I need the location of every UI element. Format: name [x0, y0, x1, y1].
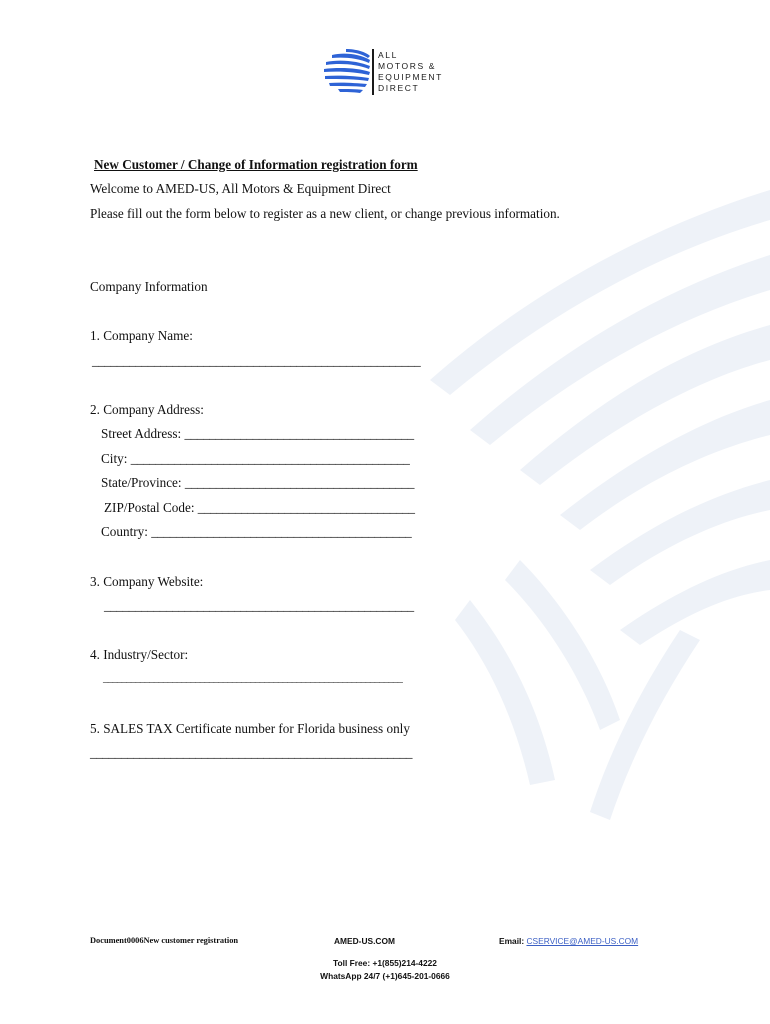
- logo-text: [378, 50, 443, 94]
- zip-field[interactable]: ___________________________________: [197, 500, 415, 515]
- company-name-label: 1. Company Name:: [90, 328, 193, 343]
- instructions-text: Please fill out the form below to register as a new client, or change previous information.: [90, 206, 560, 221]
- zip-label: ZIP/Postal Code:: [104, 500, 198, 515]
- footer-toll-free: Toll Free: +1(855)214-4222: [333, 958, 437, 968]
- footer-site[interactable]: AMED-US.COM: [334, 936, 395, 946]
- street-address-field[interactable]: _____________________________________: [184, 426, 414, 441]
- section-heading: Company Information: [90, 279, 208, 294]
- state-field[interactable]: _____________________________________: [184, 475, 415, 490]
- company-website-field[interactable]: __________________________________________________: [104, 598, 414, 613]
- street-address-label: Street Address:: [101, 426, 185, 441]
- country-label: Country:: [101, 524, 152, 539]
- form-title: New Customer / Change of Information registration form: [94, 157, 418, 172]
- industry-label: 4. Industry/Sector:: [90, 647, 189, 662]
- state-row: [101, 475, 414, 491]
- city-row: [101, 451, 409, 467]
- state-label: State/Province:: [101, 475, 185, 490]
- city-label: City:: [101, 451, 131, 466]
- country-field[interactable]: __________________________________________: [151, 524, 412, 539]
- footer-whatsapp: WhatsApp 24/7 (+1)645-201-0666: [320, 971, 450, 981]
- sales-tax-field[interactable]: ____________________________________________________: [90, 745, 413, 760]
- footer-email-row: [499, 936, 638, 946]
- footer-email-link[interactable]: CSERVICE@AMED-US.COM: [526, 936, 639, 946]
- company-address-label: 2. Company Address:: [90, 402, 204, 417]
- company-name-field[interactable]: _____________________________________________________: [92, 353, 421, 368]
- city-field[interactable]: _____________________________________________: [130, 451, 410, 466]
- country-row: [101, 524, 411, 540]
- footer-doc-name: Document0006New customer registration: [90, 936, 239, 945]
- welcome-text: Welcome to AMED-US, All Motors & Equipment Direct: [90, 181, 391, 196]
- logo-line-2: MOTORS &: [378, 61, 436, 71]
- street-address-row: [101, 426, 414, 442]
- logo-line-1: ALL: [378, 50, 398, 60]
- zip-row: [104, 500, 415, 516]
- logo-divider: [372, 49, 374, 95]
- footer-email-label: Email:: [499, 936, 527, 946]
- sales-tax-label: 5. SALES TAX Certificate number for Florida business only: [90, 721, 410, 736]
- industry-field[interactable]: _________________________________________________________________: [103, 672, 403, 684]
- logo-line-4: DIRECT: [378, 83, 420, 93]
- company-website-label: 3. Company Website:: [90, 574, 204, 589]
- logo-line-3: EQUIPMENT: [378, 72, 443, 82]
